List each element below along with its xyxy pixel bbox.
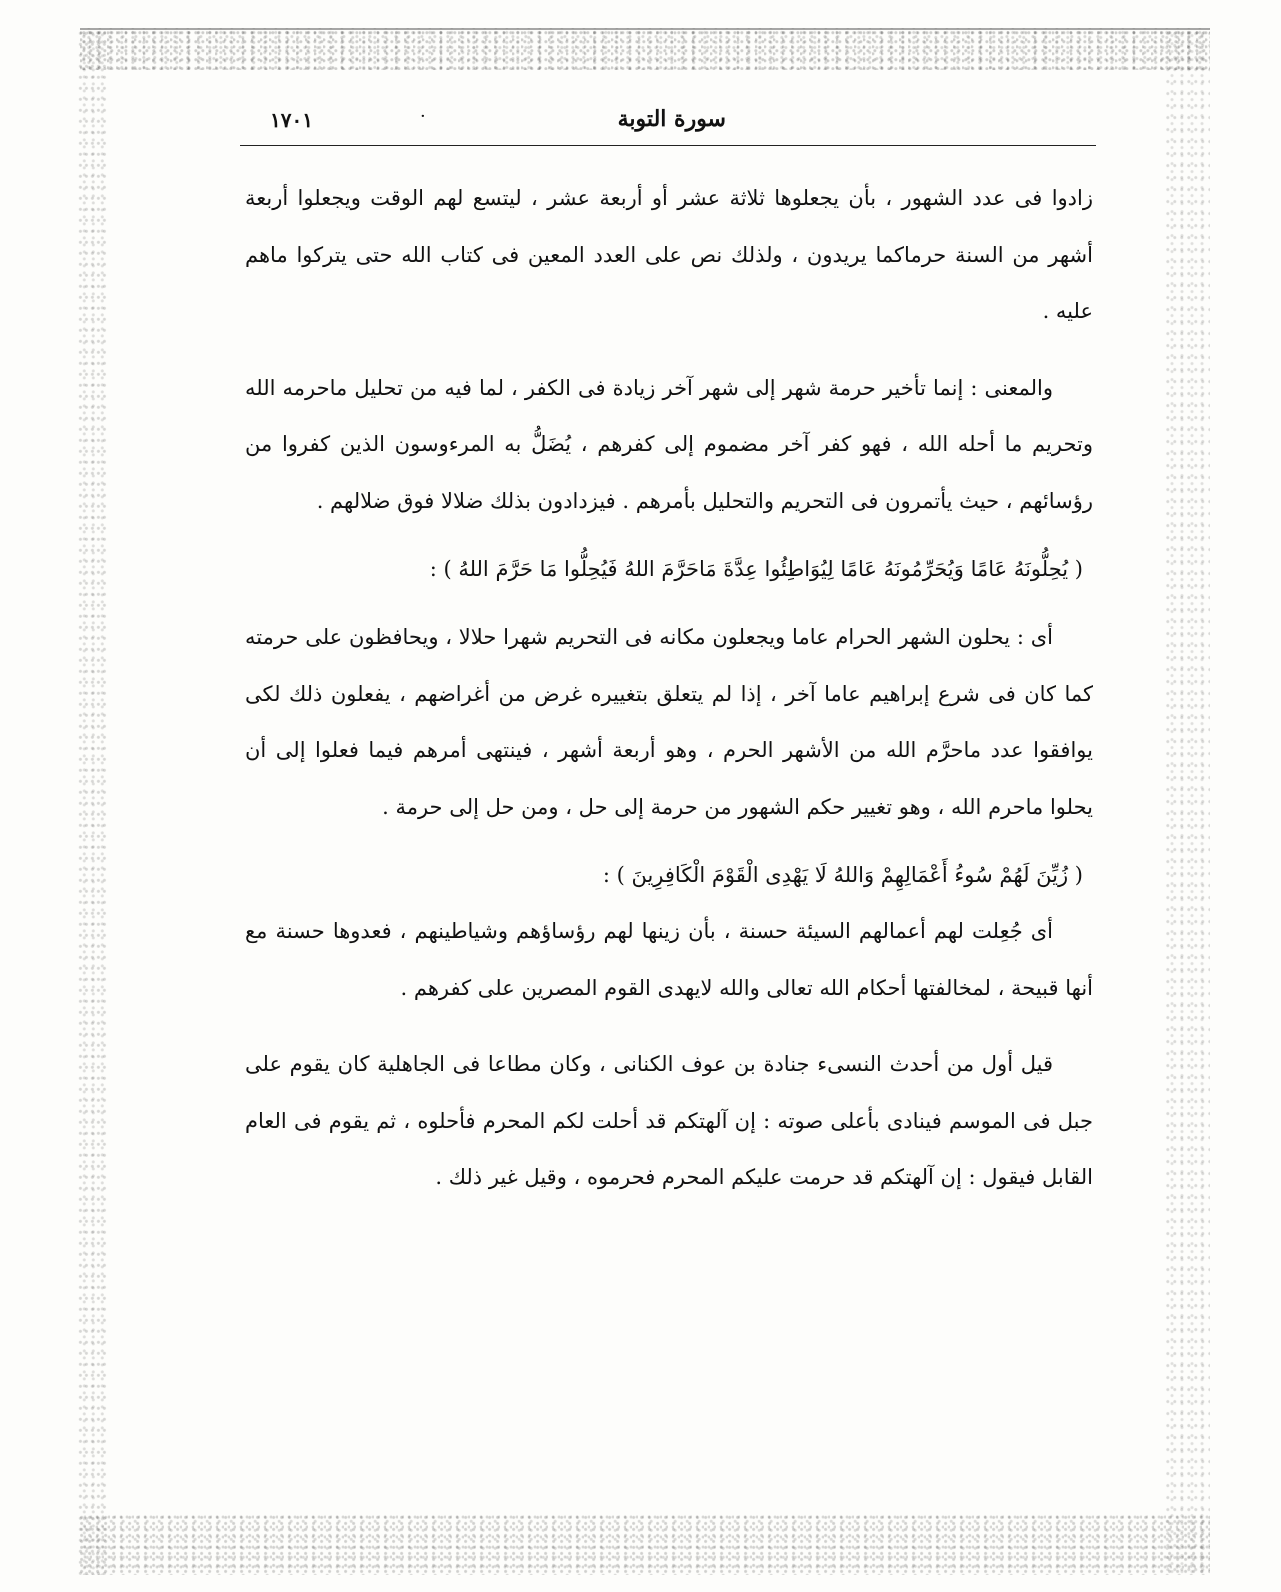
header-rule — [240, 145, 1096, 146]
paragraph-5: قيل أول من أحدث النسىء جنادة بن عوف الكنانى ، وكان مطاعا فى الجاهلية كان يقوم على جبل فى الموسم فينادى بأعلى صوته : إن آلهتكم قد أحلت لكم المحرم فأحلوه ، ثم يقوم فى العام القابل فيقول : إن آلهتكم قد حرمت عليكم المحرم فحرموه ، وقيل غير ذلك . — [245, 1052, 1093, 1189]
surah-title: سورة التوبة — [617, 106, 726, 132]
paragraph-4: أى جُعِلت لهم أعمالهم السيئة حسنة ، بأن زينها لهم رؤساؤهم وشياطينهم ، فعدوها حسنة مع أنها قبيحة ، لمخالفتها أحكام الله تعالى والله لايهدى القوم المصرين على كفرهم . — [245, 919, 1093, 1000]
scan-noise-right — [1165, 30, 1210, 1575]
paragraph-3: أى : يحلون الشهر الحرام عاما ويجعلون مكانه فى التحريم شهرا حلالا ، ويحافظون على حرمته كما كان فى شرع إبراهيم عاما آخر ، إذا لم يتعلق بتغييره غرض من أغراضهم ، يفعلون ذلك لكى يوافقوا عدد ماحرَّم الله من الأشهر الحرم ، وهو أربعة أشهر ، فينتهى أمرهم فيما فعلوا إلى أن يحلوا ماحرم الله ، وهو تغيير حكم الشهور من حرمة إلى حل ، ومن حل إلى حرمة . — [245, 625, 1093, 819]
paragraph-1: زادوا فى عدد الشهور ، بأن يجعلوها ثلاثة عشر أو أربعة عشر ، ليتسع لهم الوقت ويجعلوا أربعة أشهر من السنة حرماكما يريدون ، ولذلك نص على العدد المعين فى كتاب الله حتى يتركوا ماهم عليه . — [245, 186, 1093, 323]
quran-verse-1: ( يُحِلُّونَهُ عَامًا وَيُحَرِّمُونَهُ عَامًا لِيُوَاطِئُوا عِدَّةَ مَاحَرَّمَ اللهُ فَيُحِلُّوا مَا حَرَّمَ اللهُ ) : — [429, 557, 1083, 581]
page-number: ١٧٠١ — [270, 108, 313, 132]
page-body — [245, 170, 1093, 1206]
paragraph-2: والمعنى : إنما تأخير حرمة شهر إلى شهر آخر زيادة فى الكفر ، لما فيه من تحليل ماحرمه الله وتحريم ما أحله الله ، فهو كفر آخر مضموم إلى كفرهم ، يُضَلُّ به المرءوسون الذين كفروا من رؤسائهم ، حيث يأتمرون فى التحريم والتحليل بأمرهم . فيزدادون بذلك ضلالا فوق ضلالهم . — [245, 375, 1093, 513]
running-header — [240, 100, 1096, 146]
scan-noise-left — [78, 30, 108, 1575]
quran-verse-2: ( زُيِّنَ لَهُمْ سُوءُ أَعْمَالِهِمْ وَاللهُ لَا يَهْدِى الْقَوْمَ الْكَافِرِينَ ) : — [602, 863, 1083, 887]
header-dot: · — [420, 106, 426, 127]
scan-noise-top — [80, 28, 1210, 70]
scan-noise-bottom — [80, 1515, 1210, 1575]
